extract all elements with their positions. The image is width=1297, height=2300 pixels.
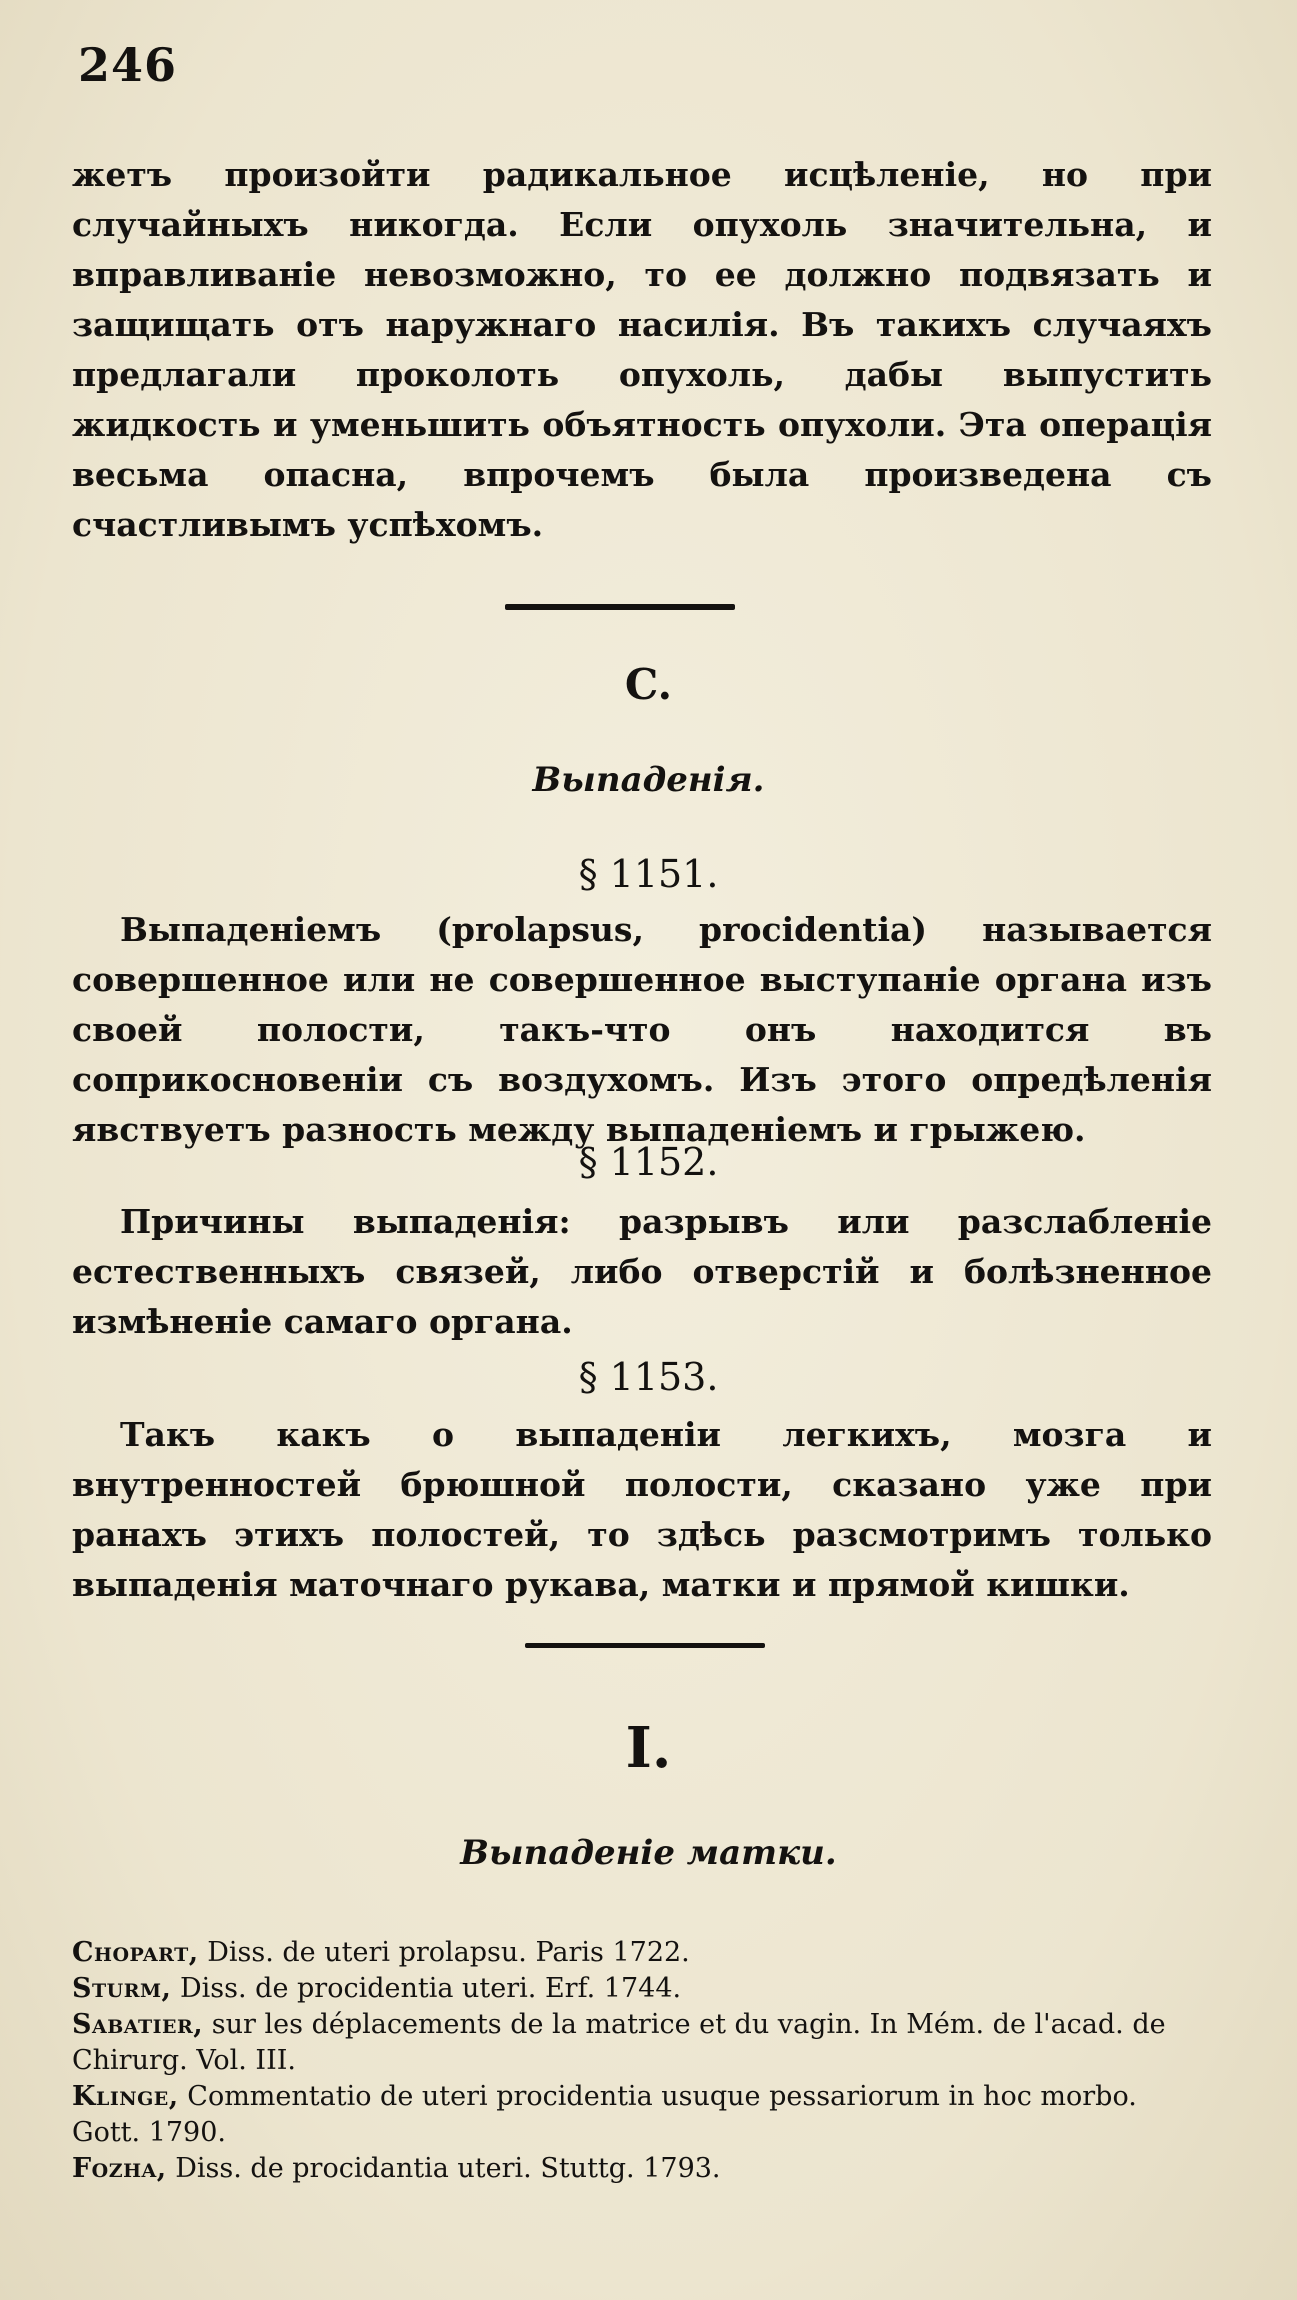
reference-item	[72, 1971, 1212, 2007]
paragraph-1152-text: Причины выпаденія: разрывъ или разслабленіе естественныхъ связей, либо отверстій и болѣзненное измѣненіе самаго органа.	[72, 1202, 1212, 1341]
reference-item	[72, 2007, 1212, 2079]
reference-item	[72, 2151, 1212, 2187]
intro-paragraph-text: жетъ произойти радикальное исцѣленіе, но при случайныхъ никогда. Если опухоль значительна, и вправливаніе невозможно, то ее должно подвязать и защищать отъ наружнаго насилія. Въ такихъ случаяхъ предлагали проколоть опухоль, дабы выпустить жидкость и уменьшить объятность опухоли. Эта операція весьма опасна, впрочемъ была произведена съ счастливымъ успѣхомъ.	[72, 155, 1212, 544]
reference-item	[72, 2079, 1212, 2151]
section-title: Выпаденія.	[532, 760, 765, 800]
subsection-title: Выпаденіе матки.	[460, 1833, 837, 1873]
subsection-number: I.	[625, 1715, 672, 1781]
paragraph-1153-text: Такъ какъ о выпаденіи легкихъ, мозга и внутренностей брюшной полости, сказано уже при ранахъ этихъ полостей, то здѣсь разсмотримъ только выпаденія маточнаго рукава, матки и прямой кишки.	[72, 1415, 1212, 1604]
reference-list	[72, 1935, 1212, 2187]
paragraph-1152	[72, 1197, 1212, 1347]
intro-paragraph	[72, 150, 1212, 550]
paragraph-mark-1152: § 1152.	[578, 1140, 719, 1184]
reference-author: Klinge,	[72, 2081, 179, 2112]
reference-text: sur les déplacements de la matrice et du vagin. In Mém. de l'acad. de Chirurg. Vol. III.	[72, 2009, 1166, 2076]
paragraph-1153	[72, 1410, 1212, 1610]
subsection-divider	[525, 1643, 765, 1648]
reference-text: Diss. de uteri prolapsu. Paris 1722.	[198, 1937, 690, 1968]
paragraph-1151	[72, 905, 1212, 1155]
paragraph-1151-text: Выпаденіемъ (prolapsus, procidentia) называется совершенное или не совершенное выступаніе органа изъ своей полости, такъ-что онъ находится въ соприкосновеніи съ воздухомъ. Изъ этого опредѣленія явствуетъ разность между выпаденіемъ и грыжею.	[72, 910, 1212, 1149]
reference-author: Fozha,	[72, 2153, 167, 2184]
reference-author: Chopart,	[72, 1937, 199, 1968]
section-letter: C.	[624, 660, 673, 709]
reference-text: Diss. de procidantia uteri. Stuttg. 1793.	[166, 2153, 721, 2184]
reference-item	[72, 1935, 1212, 1971]
reference-author: Sturm,	[72, 1973, 172, 2004]
reference-text: Commentatio de uteri procidentia usuque pessariorum in hoc morbo. Gott. 1790.	[72, 2081, 1137, 2148]
section-divider	[505, 604, 735, 610]
paragraph-mark-1151: § 1151.	[578, 852, 719, 896]
reference-author: Sabatier,	[72, 2009, 204, 2040]
paragraph-mark-1153: § 1153.	[578, 1355, 719, 1399]
page-number: 246	[78, 38, 178, 92]
reference-text: Diss. de procidentia uteri. Erf. 1744.	[171, 1973, 682, 2004]
